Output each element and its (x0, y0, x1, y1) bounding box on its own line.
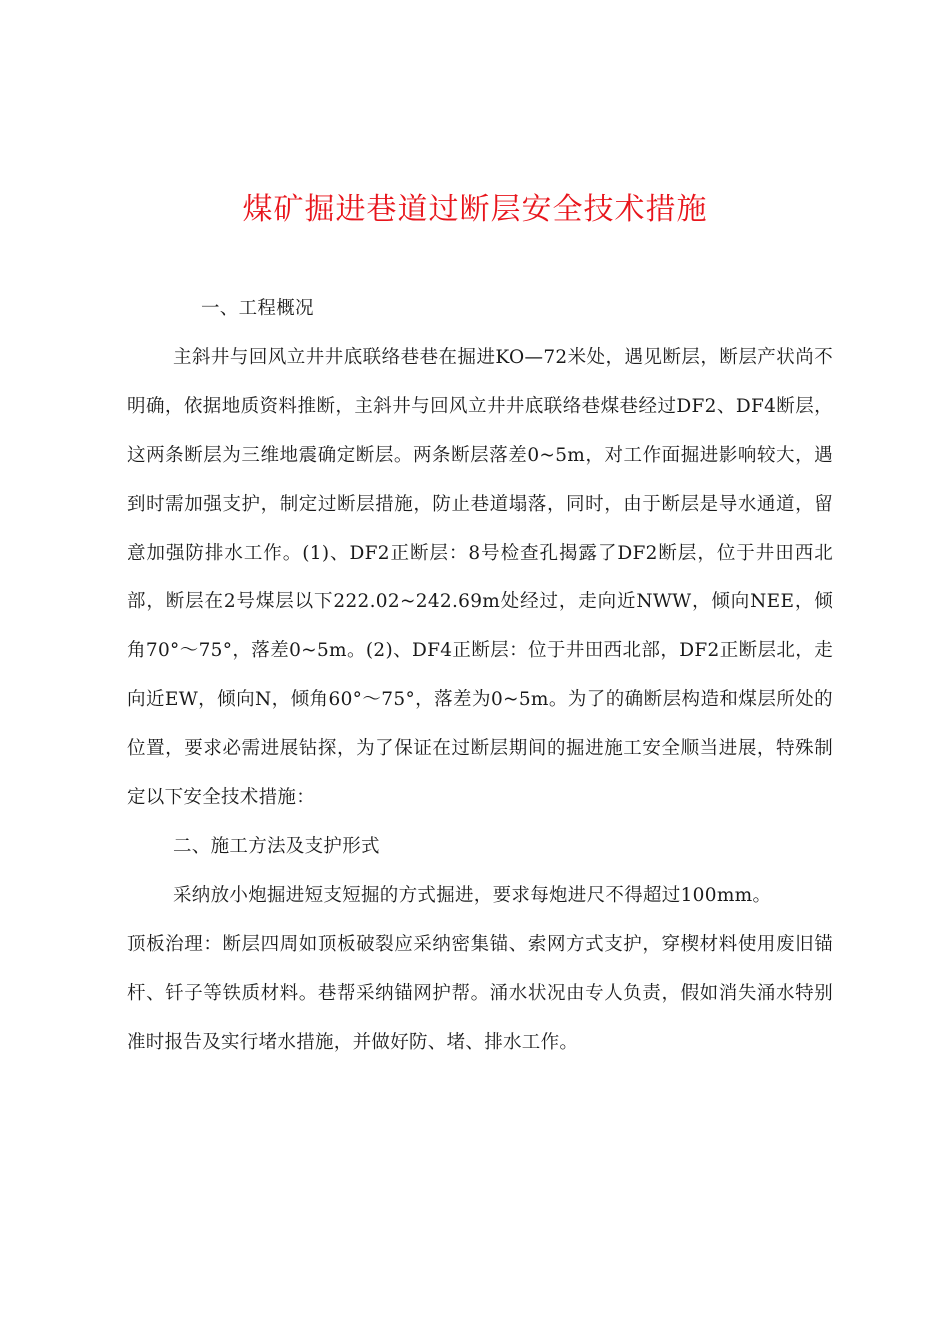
paragraph-overview: 主斜井与回风立井井底联络巷巷在掘进KO—72米处，遇见断层，断层产状尚不明确，依据地质资料推断，主斜井与回风立井井底联络巷煤巷经过DF2、DF4断层，这两条断层为三维地震确定断层。两条断层落差0~5m，对工作面掘进影响较大，遇到时需加强支护，制定过断层措施，防止巷道塌落，同时，由于断层是导水通道，留意加强防排水工作。(1)、DF2正断层：8号检查孔揭露了DF2断层，位于井田西北部，断层在2号煤层以下222.02~242.69m处经过，走向近NWW，倾向NEE，倾角70°～75°，落差0~5m。(2)、DF4正断层：位于井田西北部，DF2正断层北，走向近EW，倾向N，倾角60°～75°，落差为0~5m。为了的确断层构造和煤层所处的位置，要求必需进展钻探，为了保证在过断层期间的掘进施工安全顺当进展，特殊制定以下安全技术措施： (127, 346, 833, 809)
document-title: 煤矿掘进巷道过断层安全技术措施 (242, 192, 708, 227)
paragraph-roof-management: 顶板治理：断层四周如顶板破裂应采纳密集锚、索网方式支护，穿楔材料使用废旧锚杆、钎子等铁质材料。巷帮采纳锚网护帮。涌水状况由专人负责，假如消失涌水特别准时报告及实行堵水措施，并做好防、堵、排水工作。 (127, 933, 833, 1053)
section-heading-overview: 一、工程概况 (201, 298, 314, 319)
document-body (127, 285, 833, 1068)
paragraph-construction-method: 采纳放小炮掘进短支短掘的方式掘进，要求每炮进尺不得超过100mm。 (173, 884, 772, 906)
section-heading-construction: 二、施工方法及支护形式 (173, 835, 380, 857)
